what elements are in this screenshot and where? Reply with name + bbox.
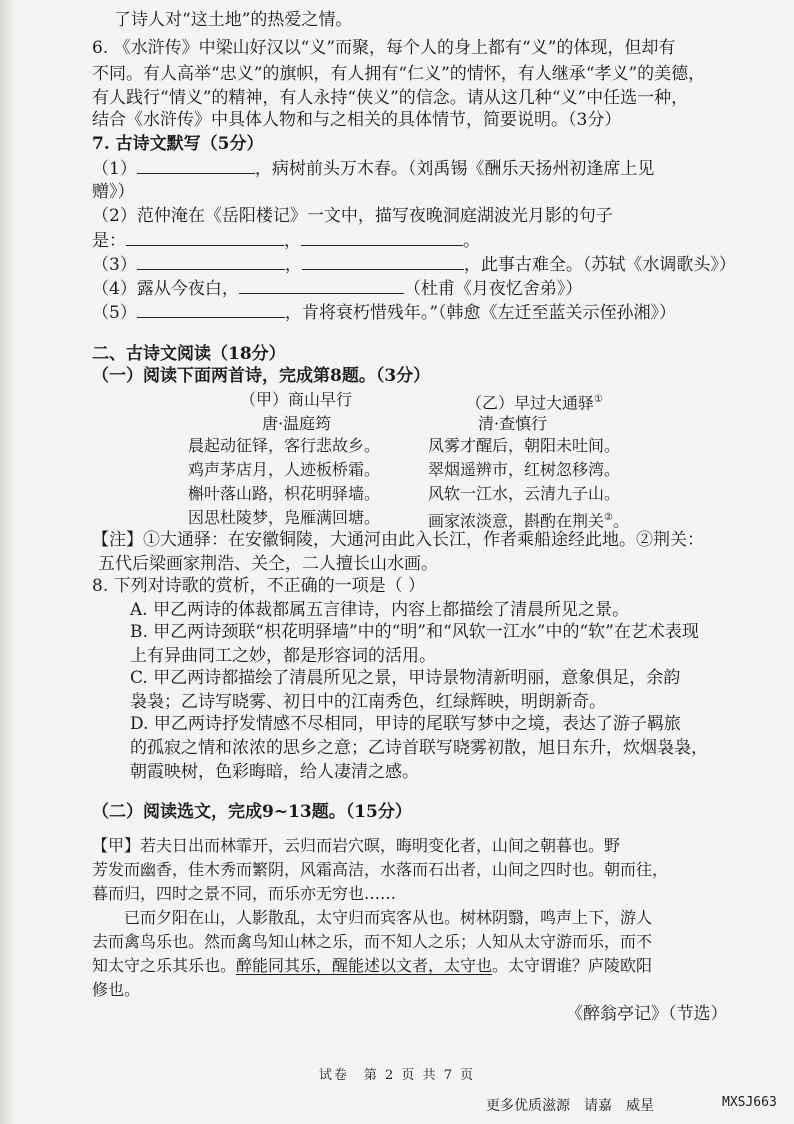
fill-blank-1 [92,156,654,181]
option-c[interactable]: C. 甲乙两诗都描绘了清晨所见之景，甲诗景物清新明丽，意象俱足，余韵 [130,668,681,688]
annotation: 【注】①大通驿：在安徽铜陵，大通河由此入长江，作者乘船途经此地。②荆关： [92,530,704,550]
fill-blank-5 [92,300,676,325]
text: ，病树前头万木春。（刘禹锡《酬乐天扬州初逢席上见 [254,159,655,179]
text: 画家浓淡意，斟酌在荆关 [428,511,605,531]
poem-a-line: 因思杜陵梦，凫雁满回塘。 [188,508,381,527]
option-d-cont: 朝霞映树，色彩晦暗，给人凄清之感。 [130,762,419,782]
item-number: （5） [92,303,137,323]
option-b[interactable]: B. 甲乙两诗颈联“枳花明驿墙”中的“明”和“风软一江水”中的“软”在艺术表现 [130,622,699,642]
text: 知太守之乐其乐也。 [92,956,237,975]
poem-b-line: 翠烟遥辨市，红树忽移湾。 [428,460,621,479]
text: ，肯将衰朽惜残年。”（韩愈《左迁至蓝关示侄孙湘》） [284,303,677,323]
option-d-cont: 的孤寂之情和浓浓的思乡之意；乙诗首联写晓雾初散，旭日东升，炊烟袅袅， [130,738,708,758]
answer-blank[interactable] [137,300,285,318]
passage-line: 芳发而幽香，佳木秀而繁阴，风霜高洁，水落而石出者，山间之四时也。朝而往， [92,860,669,879]
footnote-marker: ② [604,512,613,523]
text-line: 了诗人对“这土地”的热爱之情。 [114,10,353,30]
text: ， [284,255,302,275]
text-line: 赠》） [92,182,135,202]
poem-b-line: 凤雾才醒后，朝阳未吐间。 [428,436,621,455]
poem-b-line: 风软一江水，云清九子山。 [428,484,621,503]
footer-code: MXSJ663 [722,1095,777,1110]
fill-blank-4 [92,276,582,301]
option-d[interactable]: D. 甲乙两诗抒发情感不尽相同，甲诗的尾联写梦中之境，表达了游子羁旅 [130,714,681,734]
option-a[interactable]: A. 甲乙两诗的体裁都属五言律诗，内容上都描绘了清晨所见之景。 [130,600,630,620]
fill-blank-3 [92,252,736,277]
question-6: 6. 《水浒传》中梁山好汉以“义”而聚，每个人的身上都有“义”的体现，但却有 [92,38,676,58]
answer-blank[interactable] [137,252,285,270]
answer-blank[interactable] [239,276,404,294]
text: 。太守谓谁？庐陵欧阳 [492,956,653,975]
annotation: 五代后梁画家荆浩、关仝，二人擅长山水画。 [98,554,438,574]
section-2-heading: 二、古诗文阅读（18分） [92,344,286,364]
passage-line: 暮而归，四时之景不同，而乐亦无穷也…… [92,884,397,903]
text: （乙）早过大通驿 [466,393,595,413]
poem-a-author: 唐·温庭筠 [262,414,332,433]
option-c-cont: 袅袅；乙诗写晓雾、初日中的江南秀色，红绿辉映，明朗新奇。 [130,692,606,712]
text-line: 不同。有人高举“忠义”的旗帜，有人拥有“仁义”的情怀，有人继承“孝义”的美德， [92,64,706,84]
passage-line: 修也。 [92,980,141,999]
passage-line: 去而禽鸟乐也。然而禽鸟知山林之乐，而不知人之乐；人知从太守游而乐，而不 [92,932,653,951]
text-line: 结合《水浒传》中具体人物和与之相关的具体情节，简要说明。（3分） [92,110,622,130]
item-number: （1） [92,159,137,179]
poem-b-author: 清·查慎行 [478,414,548,433]
answer-blank[interactable] [302,252,464,270]
text: 。 [463,231,480,251]
text: ， [284,231,301,251]
fill-blank-2-answers [92,228,480,253]
text: （4）露从今夜白， [92,279,239,299]
poem-a-line: 槲叶落山路，枳花明驿墙。 [188,484,381,503]
underlined-sentence: 醉能同其乐，醒能述以文者，太守也 [236,956,493,975]
subsection-1-heading: （一）阅读下面两首诗，完成第8题。（3分） [92,366,431,386]
poem-a-line: 晨起动征铎，客行悲故乡。 [188,436,381,455]
fill-blank-2: （2）范仲淹在《岳阳楼记》一文中，描写夜晚洞庭湖波光月影的句子 [92,206,613,226]
question-8: 8. 下列对诗歌的赏析，不正确的一项是（ ） [92,576,426,596]
question-7-heading: 7. 古诗文默写（5分） [92,134,264,154]
passage-line: 已而夕阳在山，人影散乱，太守归而宾客从也。树林阴翳，鸣声上下，游人 [124,908,653,927]
text: ，此事古难全。（苏轼《水调歌头》） [463,255,736,275]
poem-a-title: （甲）商山早行 [240,390,353,409]
subsection-2-heading: （二）阅读选文，完成9~13题。（15分） [92,802,412,822]
answer-blank[interactable] [301,228,463,246]
item-number: （3） [92,255,137,275]
passage-line [92,954,652,978]
passage-line: 【甲】若夫日出而林霏开，云归而岩穴暝，晦明变化者，山间之朝暮也。野 [92,836,621,855]
answer-blank[interactable] [126,228,284,246]
text: 。 [612,511,629,531]
text: （杜甫《月夜忆舍弟》） [403,279,583,299]
footer-text: 更多优质滋源 请嘉 威星 [486,1098,654,1114]
source-citation: 《醉翁亭记》（节选） [566,1004,728,1024]
option-b-cont: 上有异曲同工之妙，都是形容词的活用。 [130,646,436,666]
page-number: 试卷 第 2 页 共 7 页 [318,1068,476,1083]
text: 是： [92,231,126,251]
poem-a-line: 鸡声茅店月，人迹板桥霜。 [188,460,381,479]
page-edge-shadow [0,0,16,1124]
answer-blank[interactable] [137,156,255,174]
footnote-marker: ① [594,394,603,405]
text-line: 有人践行“情义”的精神，有人永持“侠义”的信念。请从这几种“义”中任选一种， [92,88,689,108]
